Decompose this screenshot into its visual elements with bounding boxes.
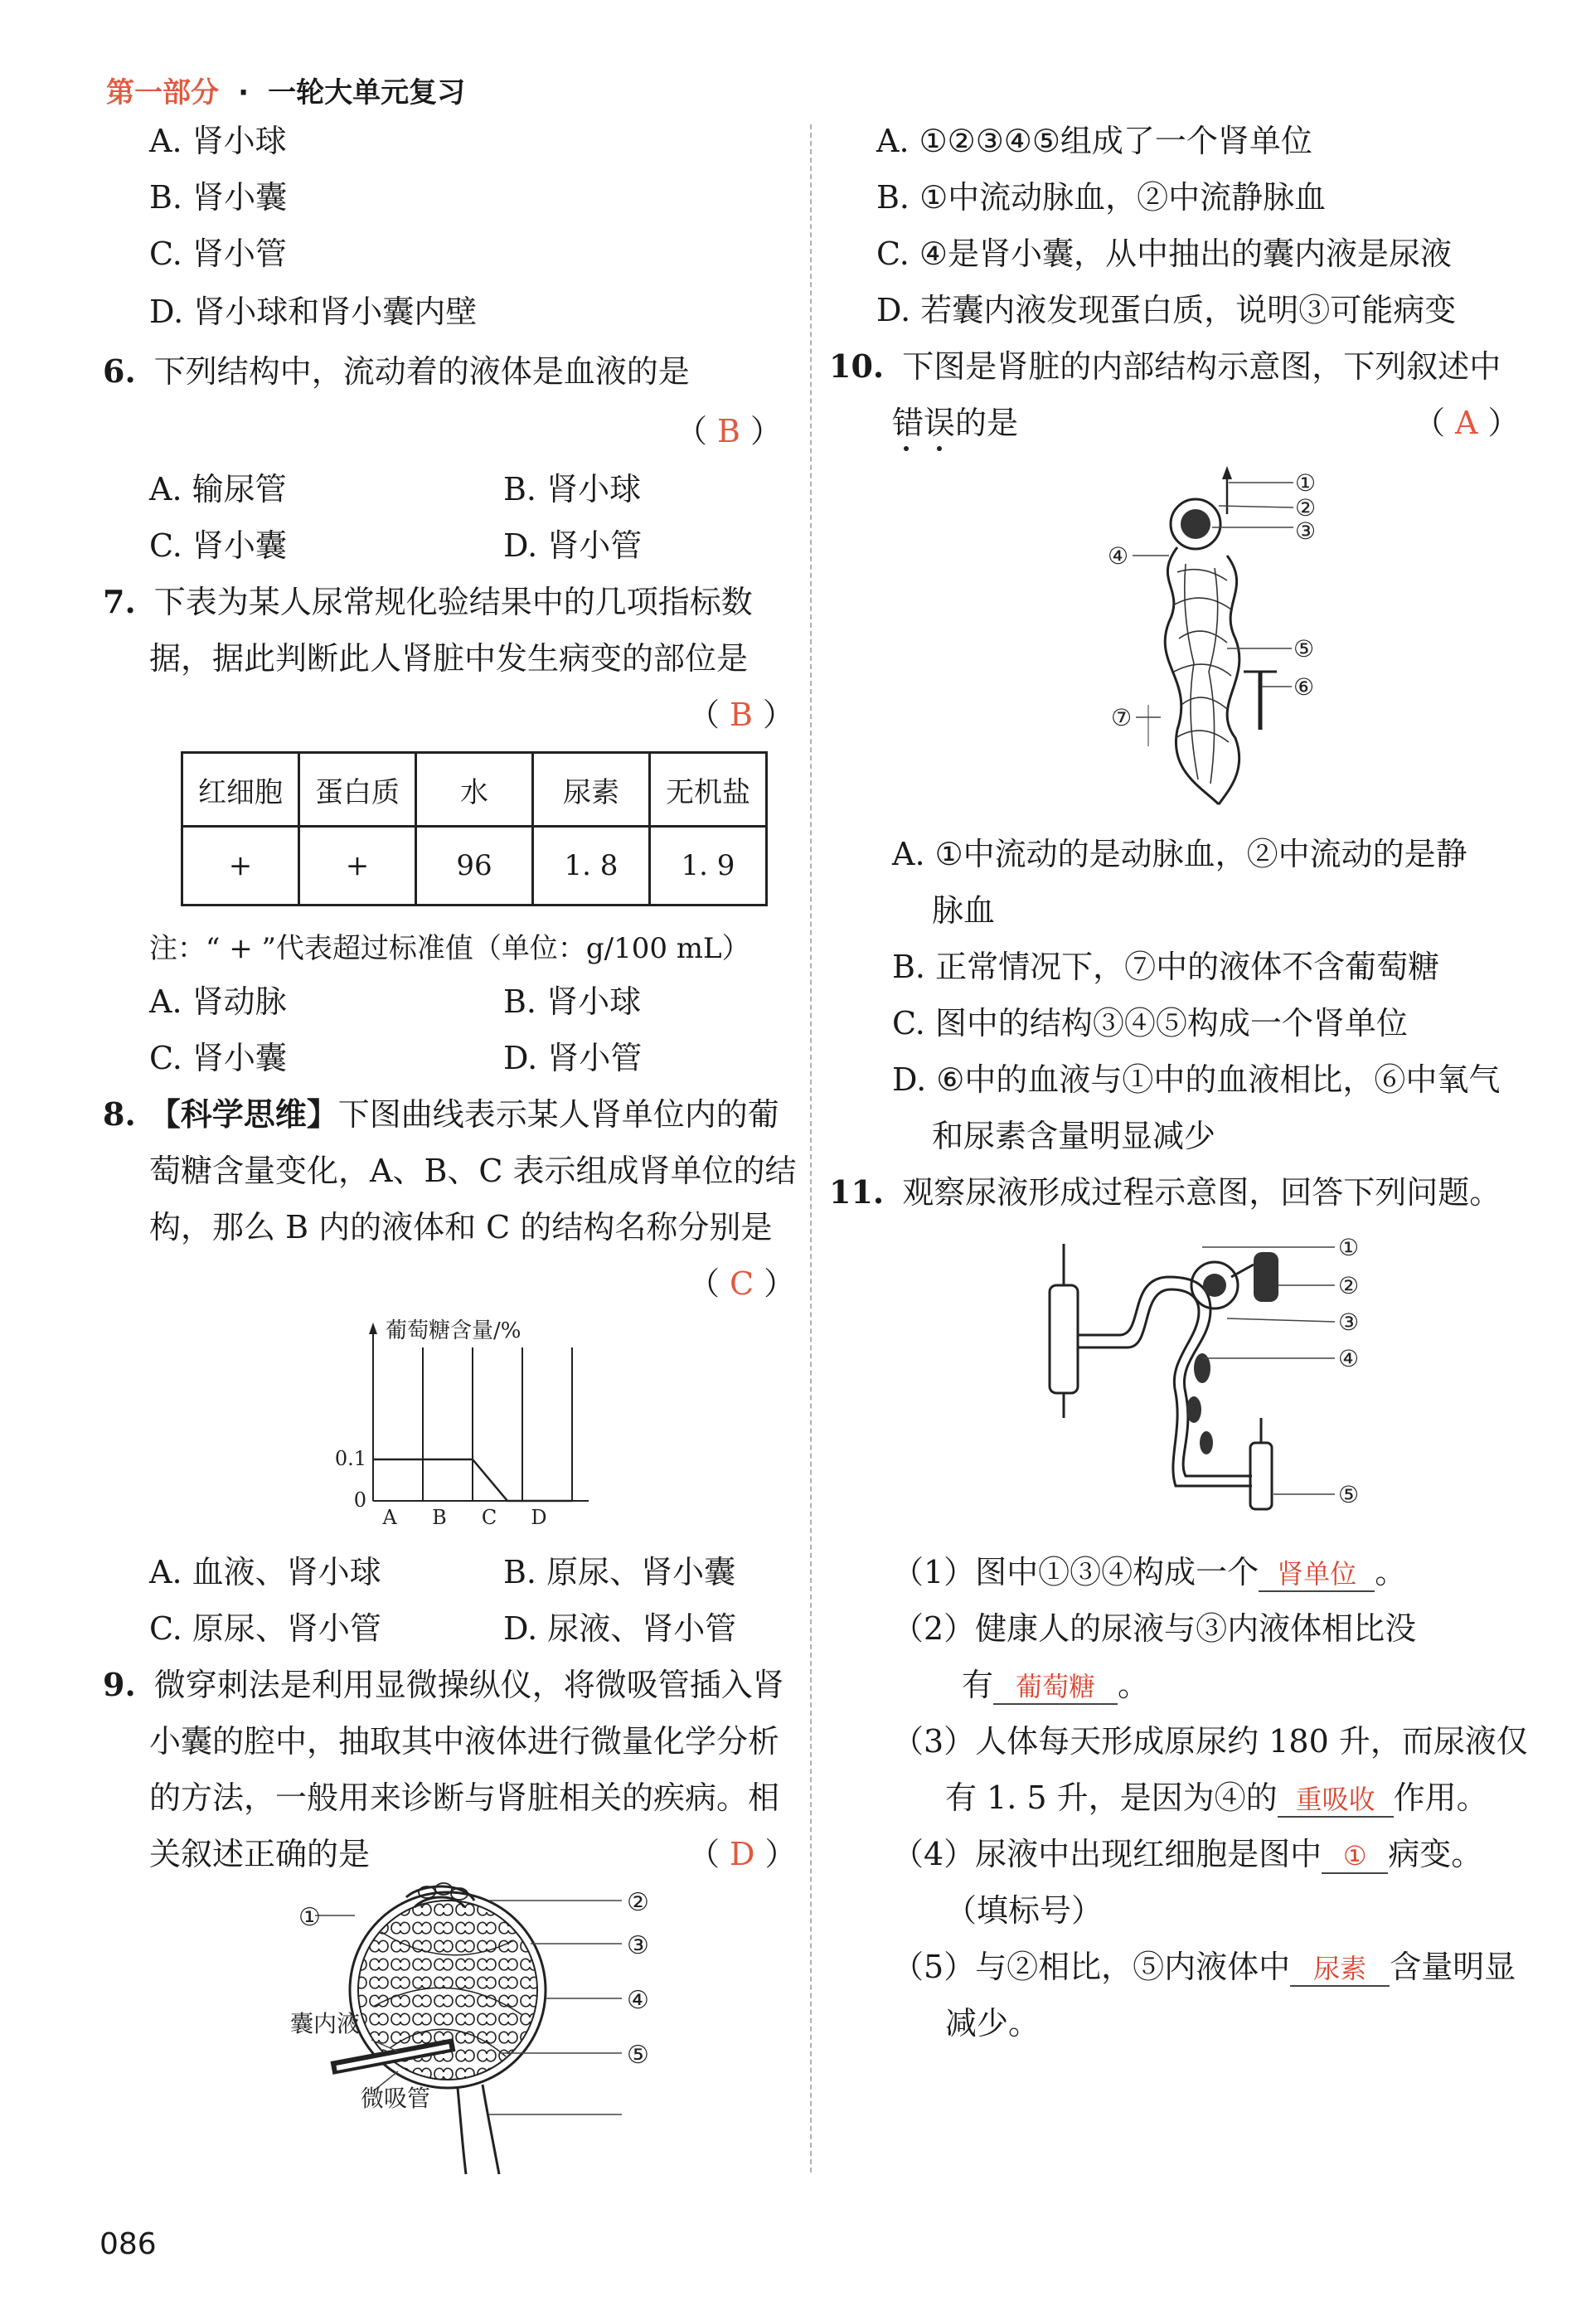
q9-option-d: D. 若囊内液发现蛋白质，说明③可能病变 <box>876 292 1457 328</box>
q6-option-a: A. 输尿管 <box>149 471 287 507</box>
q11-s1 <box>892 1552 1406 1592</box>
page-header <box>106 70 465 110</box>
q6-answer-paren <box>676 411 782 451</box>
header-part: 第一部分 <box>106 76 219 109</box>
q11-s1-post: 。 <box>1375 1554 1407 1590</box>
q8-tag: 【科学思维】 <box>148 1095 338 1133</box>
q11-s5-line1 <box>892 1947 1516 1987</box>
q10-stem-text1: 下图是肾脏的内部结构示意图，下列叙述中 <box>902 348 1501 385</box>
paren-open: （ <box>688 697 720 733</box>
q10-label-4: ④ <box>1108 542 1129 570</box>
q11-s5-answer: 尿素 <box>1313 1953 1367 1984</box>
q7-stem-line2: 据，据此判断此人肾脏中发生病变的部位是 <box>149 640 749 677</box>
q6-stem-text: 下列结构中，流动着的液体是血液的是 <box>153 353 690 390</box>
q11-s3-line1: （3）人体每天形成原尿约 180 升，而尿液仅 <box>892 1723 1528 1760</box>
page-number: 086 <box>99 2227 157 2261</box>
q8-option-a: A. 血液、肾小球 <box>149 1554 381 1590</box>
q10-option-c: C. 图中的结构③④⑤构成一个肾单位 <box>892 1005 1408 1041</box>
q8-option-c: C. 原尿、肾小管 <box>149 1610 381 1647</box>
q7-stem-text1: 下表为某人尿常规化验结果中的几项指标数 <box>153 584 753 620</box>
q7-answer-paren <box>688 695 794 735</box>
q10-option-a-line1: A. ①中流动的是动脉血，②中流动的是静 <box>892 836 1467 872</box>
table-row <box>182 827 767 905</box>
glucose-chart <box>323 1314 605 1530</box>
q8-answer: C <box>730 1265 754 1302</box>
q11-s2-answer-blank <box>993 1668 1118 1705</box>
paren-close: ） <box>764 1836 797 1872</box>
paren-close: ） <box>764 1265 796 1302</box>
q11-urine-formation-figure <box>1036 1227 1385 1526</box>
q7-option-b: B. 肾小球 <box>503 983 642 1020</box>
q11-s5-text: （5）与②相比，⑤内液体中 <box>892 1949 1291 1985</box>
column-divider <box>810 124 812 2173</box>
q11-s2-line2 <box>962 1665 1149 1705</box>
q9-capsule-fluid-label: 囊内液 <box>290 2010 361 2037</box>
y-tick-label: 0.1 <box>334 1447 366 1470</box>
q11-s2-post: 。 <box>1118 1667 1150 1703</box>
paren-open: （ <box>688 1265 720 1302</box>
q10-answer-paren <box>1414 403 1519 443</box>
q11-s3-answer-blank <box>1278 1781 1394 1818</box>
chart-ylabel: 葡萄糖含量/% <box>386 1318 521 1343</box>
y-axis-arrow <box>369 1323 377 1334</box>
q11-s4-answer: ① <box>1342 1840 1367 1872</box>
q8-stem-line1 <box>103 1095 779 1134</box>
q10-number: 10. <box>829 347 885 385</box>
emphasis-dot <box>904 446 909 451</box>
emphasis-dot <box>937 446 942 451</box>
q8-stem-line2: 萄糖含量变化，A、B、C 表示组成肾单位的结 <box>149 1153 797 1189</box>
q10-nephron-figure <box>1103 464 1351 813</box>
q6-option-b: B. 肾小球 <box>503 471 642 507</box>
header-dot: · <box>238 76 250 109</box>
q9-option-a: A. ①②③④⑤组成了一个肾单位 <box>876 123 1312 159</box>
q7-number: 7. <box>103 583 136 620</box>
q10-option-d-line1: D. ⑥中的血液与①中的血液相比，⑥中氧气 <box>892 1061 1501 1098</box>
x-tick-label: C <box>481 1506 497 1529</box>
q10-answer: A <box>1455 405 1478 441</box>
q7-option-d: D. 肾小管 <box>503 1040 643 1076</box>
q11-s2-answer: 葡萄糖 <box>1016 1671 1096 1702</box>
urine-test-table <box>181 751 768 906</box>
x-tick-label: B <box>432 1506 447 1529</box>
header-title: 一轮大单元复习 <box>268 76 466 109</box>
q7-option-a: A. 肾动脉 <box>149 983 287 1020</box>
q10-stem-line2 <box>892 403 1018 443</box>
table-cell: 1. 8 <box>533 827 650 905</box>
q11-label-3: ③ <box>1338 1308 1360 1336</box>
table-cell: + <box>182 827 299 905</box>
q8-option-b: B. 原尿、肾小囊 <box>503 1554 736 1590</box>
q6-option-c: C. 肾小囊 <box>149 527 287 564</box>
q9-label-4: ④ <box>627 1986 649 2015</box>
q11-label-1: ① <box>1338 1234 1360 1261</box>
q10-option-b: B. 正常情况下，⑦中的液体不含葡萄糖 <box>892 949 1440 985</box>
q6-number: 6. <box>103 352 136 390</box>
q7-stem-line1 <box>103 582 753 622</box>
q11-label-4: ④ <box>1338 1345 1360 1372</box>
q10-label-6: ⑥ <box>1293 673 1315 701</box>
q11-s2-line1: （2）健康人的尿液与③内液体相比没 <box>892 1610 1417 1647</box>
q10-option-d-line2: 和尿素含量明显减少 <box>932 1118 1216 1154</box>
q8-option-d: D. 尿液、肾小管 <box>503 1610 737 1647</box>
q9-stem-line4: 关叙述正确的是 <box>149 1836 371 1872</box>
q10-option-a-line2: 脉血 <box>932 892 996 929</box>
q10-label-5: ⑤ <box>1293 635 1315 663</box>
q11-s3-post: 作用。 <box>1393 1779 1488 1816</box>
emphasis-dots <box>904 446 953 453</box>
table-cell: 96 <box>416 827 533 905</box>
q11-s3-text: 有 1. 5 升，是因为④的 <box>945 1779 1278 1816</box>
table-cell: 1. 9 <box>650 827 767 905</box>
q11-s1-answer: 肾单位 <box>1277 1558 1357 1590</box>
q11-label-2: ② <box>1338 1272 1360 1299</box>
q10-label-3: ③ <box>1295 517 1317 545</box>
q11-s4-line1 <box>892 1834 1482 1874</box>
q9-answer: D <box>730 1836 755 1872</box>
q6-option-d: D. 肾小管 <box>503 527 643 564</box>
q8-stem-line3: 构，那么 B 内的液体和 C 的结构名称分别是 <box>149 1209 773 1245</box>
q11-label-5: ⑤ <box>1338 1481 1360 1508</box>
q11-s5-post: 含量明显 <box>1390 1949 1516 1985</box>
q9-label-1: ① <box>298 1903 321 1932</box>
q9-stem-line3: 的方法，一般用来诊断与肾脏相关的疾病。相 <box>149 1779 780 1816</box>
table-header-cell: 无机盐 <box>650 753 767 827</box>
q11-s4-text: （4）尿液中出现红细胞是图中 <box>892 1836 1322 1872</box>
q11-s2-text: 有 <box>962 1667 994 1703</box>
q5-option-c: C. 肾小管 <box>149 235 287 272</box>
q9-option-b: B. ①中流动脉血，②中流静脉血 <box>876 179 1327 216</box>
paren-open: （ <box>676 413 708 449</box>
q11-s5-line2: 减少。 <box>945 2005 1041 2042</box>
q11-s5-answer-blank <box>1290 1950 1390 1987</box>
x-tick-label: D <box>531 1506 547 1529</box>
table-header-row <box>182 753 767 827</box>
q9-stem-line1 <box>103 1665 784 1705</box>
q11-s4-line2: （填标号） <box>945 1892 1104 1929</box>
x-tick-label: A <box>382 1506 397 1529</box>
table-header-cell: 尿素 <box>533 753 650 827</box>
q9-label-2: ② <box>627 1888 649 1917</box>
q7-answer: B <box>730 697 753 733</box>
q6-stem <box>103 352 690 391</box>
q9-label-3: ③ <box>627 1931 649 1960</box>
q11-s1-answer-blank <box>1259 1556 1375 1592</box>
q11-stem <box>829 1172 1501 1212</box>
q5-option-a: A. 肾小球 <box>149 123 287 159</box>
q9-option-c: C. ④是肾小囊，从中抽出的囊内液是尿液 <box>876 235 1452 272</box>
q8-stem-text1: 下图曲线表示某人肾单位内的葡 <box>337 1096 779 1133</box>
table-header-cell: 红细胞 <box>182 753 299 827</box>
q9-stem-text1: 微穿刺法是利用显微操纵仪，将微吸管插入肾 <box>153 1667 784 1703</box>
q11-number: 11. <box>829 1173 885 1211</box>
q5-option-d: D. 肾小球和肾小囊内壁 <box>149 294 478 330</box>
y-tick-label: 0 <box>353 1488 366 1512</box>
q10-label-2: ② <box>1295 494 1317 522</box>
q6-answer: B <box>717 413 740 449</box>
q11-stem-text: 观察尿液形成过程示意图，回答下列问题。 <box>902 1174 1501 1211</box>
q9-label-5: ⑤ <box>627 2041 649 2070</box>
paren-close: ） <box>762 697 794 733</box>
paren-open: （ <box>688 1836 720 1872</box>
q5-option-b: B. 肾小囊 <box>149 179 288 216</box>
q9-number: 9. <box>103 1666 136 1703</box>
q10-label-1: ① <box>1295 469 1317 497</box>
table-cell: + <box>299 827 416 905</box>
q8-number: 8. <box>103 1095 136 1133</box>
paren-close: ） <box>1487 405 1520 441</box>
q9-answer-paren <box>688 1834 797 1874</box>
q11-s3-answer: 重吸收 <box>1295 1784 1375 1815</box>
q9-renal-corpuscle-figure <box>282 1882 663 2181</box>
q11-s3-line2 <box>945 1778 1488 1818</box>
q7-option-c: C. 肾小囊 <box>149 1040 287 1076</box>
q7-note: 注：“ + ”代表超过标准值（单位：g/100 mL） <box>149 932 750 965</box>
paren-open: （ <box>1414 405 1446 441</box>
q8-answer-paren <box>688 1264 795 1304</box>
q11-s1-text: （1）图中①③④构成一个 <box>892 1554 1259 1590</box>
q9-pipette-label: 微吸管 <box>361 2085 431 2112</box>
q9-stem-line2: 小囊的腔中，抽取其中液体进行微量化学分析 <box>149 1723 780 1760</box>
table-header-cell: 蛋白质 <box>299 753 416 827</box>
q10-stem-line1 <box>829 347 1501 386</box>
q11-s4-post: 病变。 <box>1388 1836 1483 1872</box>
q11-s4-answer-blank <box>1322 1838 1388 1874</box>
paren-close: ） <box>749 413 782 449</box>
q10-label-7: ⑦ <box>1111 704 1133 731</box>
table-header-cell: 水 <box>416 753 533 827</box>
q10-stem-text2: 错误的是 <box>892 405 1019 441</box>
